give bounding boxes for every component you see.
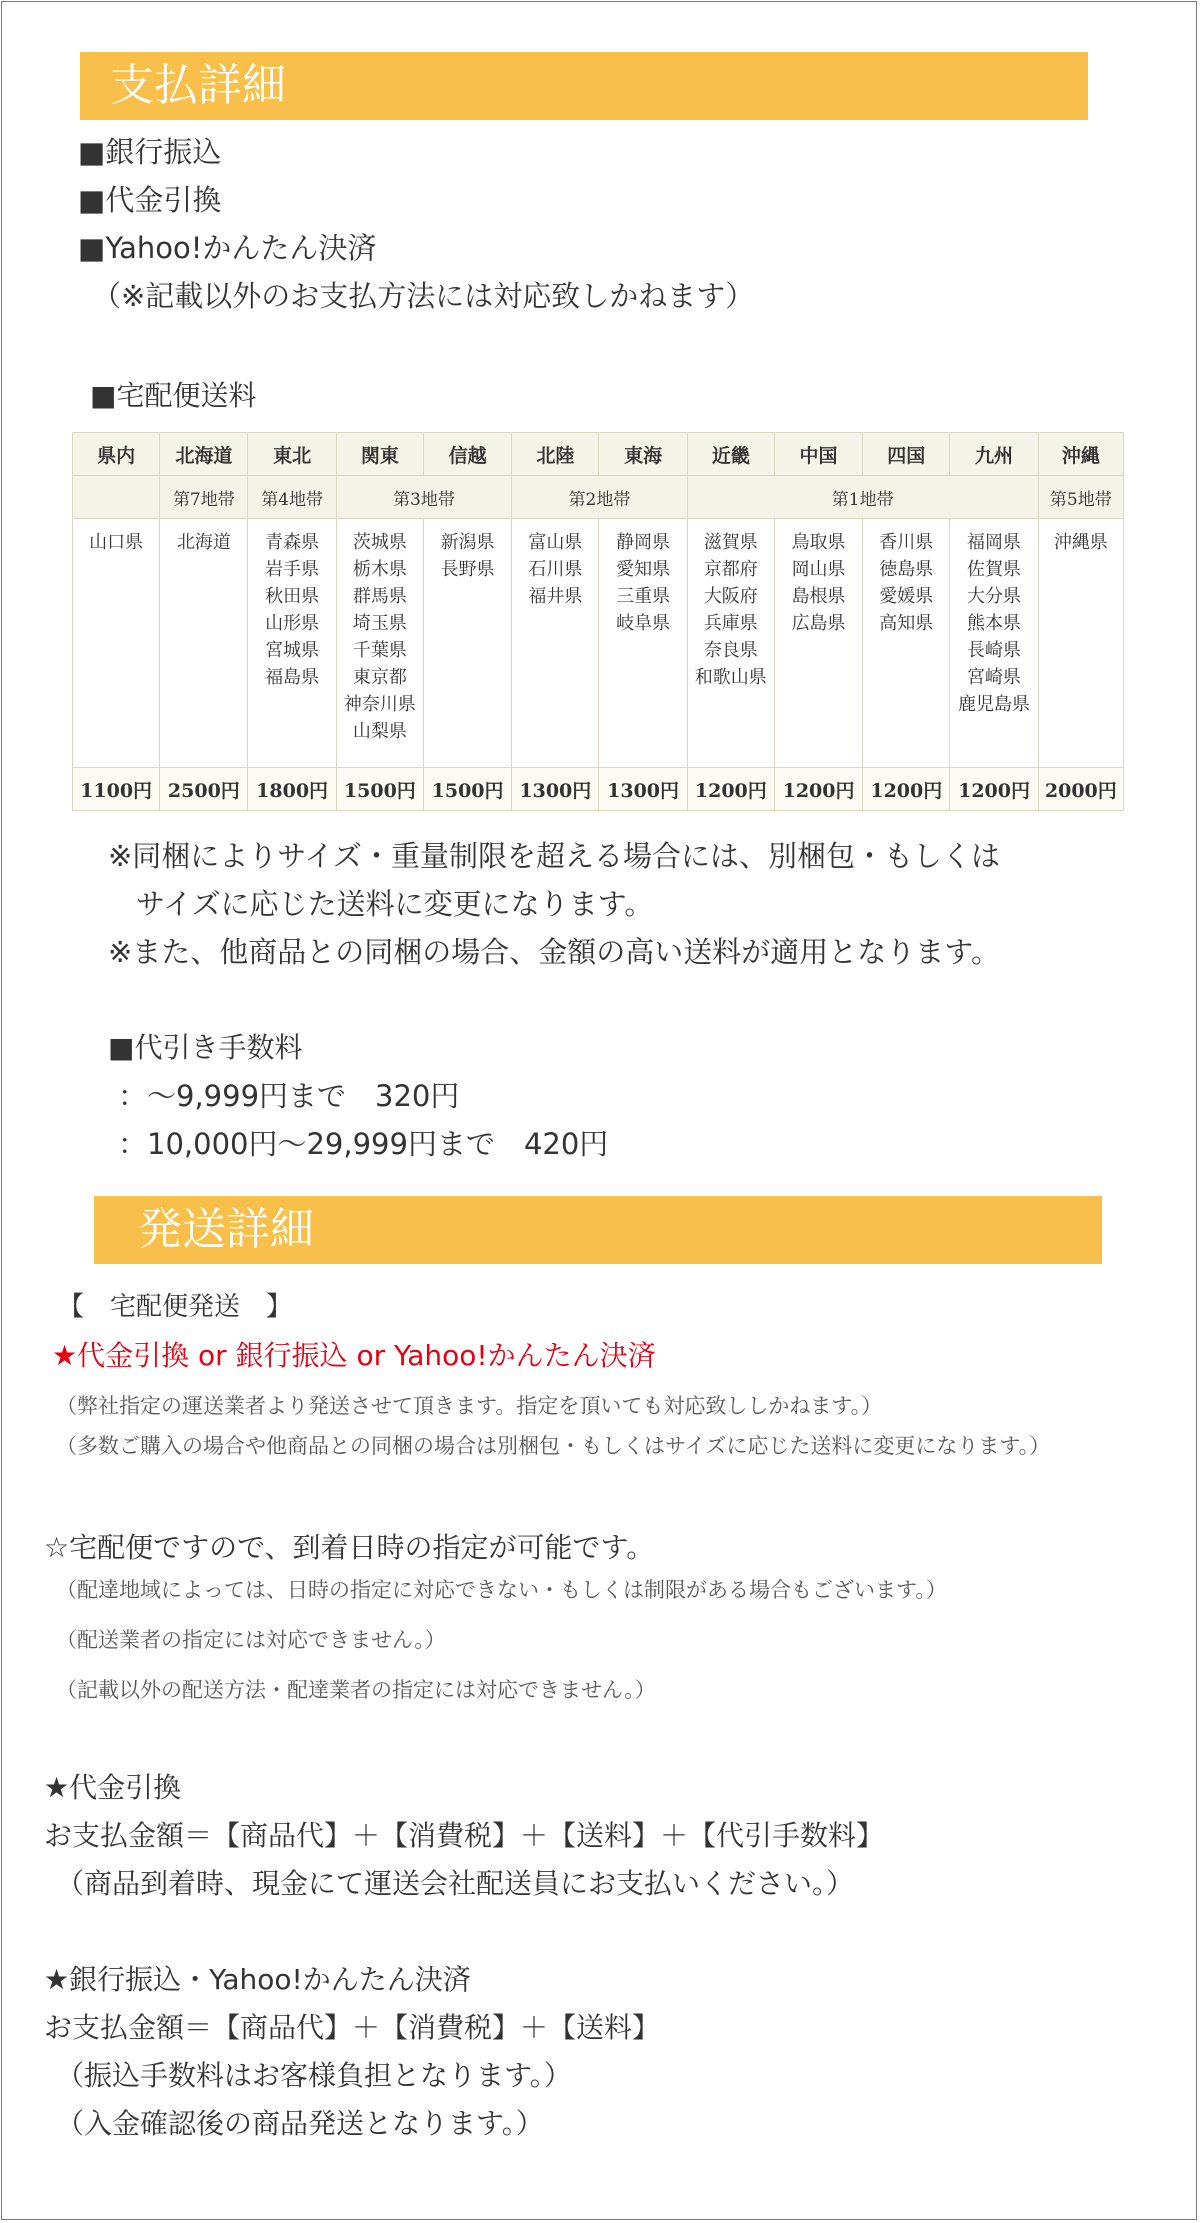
region-header-cell: 中国: [774, 433, 862, 476]
payment-heading: 支払詳細: [110, 60, 286, 111]
prefecture-name: 富山県: [528, 532, 583, 553]
prefecture-name: 神奈川県: [343, 694, 416, 715]
prefecture-name: 山形県: [265, 613, 320, 634]
prefecture-name: 兵庫県: [703, 613, 758, 634]
prefecture-name: 静岡県: [616, 532, 671, 553]
zone-cell: 第4地帯: [248, 476, 336, 519]
region-header-cell: 北陸: [512, 433, 599, 476]
zone-cell: 第7地帯: [160, 476, 248, 519]
shipping-note-3: ※また、他商品との同梱の場合、金額の高い送料が適用となります。: [108, 935, 1000, 969]
prefecture-name: 京都府: [703, 559, 758, 580]
payment-method-cod: ■代金引換: [78, 183, 222, 217]
delivery-heading: 発送詳細: [138, 1204, 314, 1255]
prefecture-cell: [863, 519, 950, 768]
price-cell: 2000円: [1038, 768, 1123, 811]
cod-fee-heading: ■代引き手数料: [108, 1031, 303, 1064]
prefecture-name: 北海道: [176, 532, 231, 553]
prefecture-cell: [248, 519, 336, 768]
payment-method-yahoo: ■Yahoo!かんたん決済: [78, 231, 377, 265]
prefecture-name: 島根県: [791, 586, 846, 607]
prefecture-name: 茨城県: [352, 532, 407, 553]
prefecture-name: 和歌山県: [694, 667, 767, 688]
price-cell: 1800円: [248, 768, 336, 811]
price-cell: 1200円: [950, 768, 1038, 811]
prefecture-name: 福岡県: [967, 532, 1022, 553]
bank-title: ★銀行振込・Yahoo!かんたん決済: [44, 1963, 471, 1996]
prefecture-name: 香川県: [879, 532, 934, 553]
prefecture-name: 福島県: [265, 667, 320, 688]
prefecture-name: 佐賀県: [967, 559, 1022, 580]
prefecture-name: 三重県: [616, 586, 671, 607]
prefecture-name: 大阪府: [703, 586, 758, 607]
prefecture-name: 群馬県: [352, 586, 407, 607]
datetime-note-3: （記載以外の配送方法・配達業者の指定には対応できません。）: [56, 1678, 656, 1702]
price-cell: 2500円: [160, 768, 248, 811]
prefecture-name: 滋賀県: [703, 532, 758, 553]
datetime-note-1: （配達地域によっては、日時の指定に対応できない・もしくは制限がある場合もございます。）: [56, 1578, 947, 1602]
delivery-note-2: （多数ご購入の場合や他商品との同梱の場合は別梱包・もしくはサイズに応じた送料に変更になります。）: [56, 1434, 1051, 1458]
prefecture-name: 熊本県: [967, 613, 1022, 634]
prefecture-cell: [687, 519, 774, 768]
shipping-note-1: ※同梱によりサイズ・重量制限を超える場合には、別梱包・もしくは: [108, 839, 1000, 873]
delivery-heading-banner: [94, 1196, 1102, 1264]
prefecture-name: 岐阜県: [616, 613, 671, 634]
zone-cell: [73, 476, 160, 519]
zone-cell: 第2地帯: [512, 476, 687, 519]
delivery-note-1: （弊社指定の運送業者より発送させて頂きます。指定を頂いても対応致ししかねます。）: [56, 1394, 883, 1418]
prefecture-name: 愛知県: [616, 559, 671, 580]
prefecture-cell: [336, 519, 423, 768]
prefecture-name: 鹿児島県: [958, 694, 1031, 715]
prefecture-cell: [950, 519, 1038, 768]
region-header-cell: 近畿: [687, 433, 774, 476]
region-header-cell: 東海: [599, 433, 687, 476]
price-cell: 1500円: [336, 768, 423, 811]
cod-fee-row-1: ：～9,999円まで 320円: [118, 1079, 460, 1113]
region-header-cell: 関東: [336, 433, 423, 476]
zone-cell: 第5地帯: [1038, 476, 1123, 519]
cod-title: ★代金引換: [44, 1771, 182, 1804]
zone-row: [73, 476, 1124, 519]
prefecture-name: 青森県: [265, 532, 320, 553]
price-cell: 1200円: [863, 768, 950, 811]
bank-note-1: （振込手数料はお客様負担となります。）: [56, 2059, 572, 2092]
prefecture-name: 奈良県: [703, 640, 758, 661]
delivery-method-label: 【 宅配便発送 】: [58, 1292, 293, 1322]
cod-note: （商品到着時、現金にて運送会社配送員にお支払いください。）: [56, 1867, 855, 1900]
prefecture-name: 山梨県: [352, 721, 407, 742]
cod-formula: お支払金額＝【商品代】＋【消費税】＋【送料】＋【代引手数料】: [44, 1819, 885, 1852]
prefecture-cell: [512, 519, 599, 768]
prefecture-cell: [599, 519, 687, 768]
shipping-fee-table: [72, 432, 1124, 811]
region-header-row: [73, 433, 1124, 476]
prefecture-name: 沖縄県: [1053, 532, 1108, 553]
prefecture-name: 鳥取県: [791, 532, 846, 553]
price-cell: 1200円: [774, 768, 862, 811]
prefecture-row: [73, 519, 1124, 768]
shipping-fee-heading: ■宅配便送料: [90, 379, 257, 412]
datetime-note-2: （配送業者の指定には対応できません。）: [56, 1628, 446, 1652]
region-header-cell: 四国: [863, 433, 950, 476]
prefecture-name: 長野県: [440, 559, 495, 580]
prefecture-name: 岩手県: [265, 559, 320, 580]
region-header-cell: 東北: [248, 433, 336, 476]
prefecture-name: 石川県: [528, 559, 583, 580]
prefecture-cell: [1038, 519, 1123, 768]
prefecture-cell: [774, 519, 862, 768]
prefecture-name: 愛媛県: [879, 586, 934, 607]
price-row: [73, 768, 1124, 811]
prefecture-name: 高知県: [879, 613, 934, 634]
region-header-cell: 沖縄: [1038, 433, 1123, 476]
price-cell: 1500円: [423, 768, 511, 811]
price-cell: 1300円: [512, 768, 599, 811]
region-header-cell: 九州: [950, 433, 1038, 476]
prefecture-name: 徳島県: [879, 559, 934, 580]
delivery-payment-line: ★代金引換 or 銀行振込 or Yahoo!かんたん決済: [52, 1339, 656, 1372]
payment-heading-banner: [80, 52, 1088, 120]
price-cell: 1300円: [599, 768, 687, 811]
prefecture-name: 新潟県: [440, 532, 495, 553]
prefecture-name: 千葉県: [352, 640, 407, 661]
zone-cell: 第1地帯: [687, 476, 1038, 519]
prefecture-name: 広島県: [791, 613, 846, 634]
prefecture-name: 宮崎県: [967, 667, 1022, 688]
cod-fee-row-2: ：10,000円～29,999円まで 420円: [118, 1127, 609, 1161]
payment-method-bank: ■銀行振込: [78, 135, 222, 169]
region-header-cell: 信越: [423, 433, 511, 476]
prefecture-name: 宮城県: [265, 640, 320, 661]
datetime-title: ☆宅配便ですので、到着日時の指定が可能です。: [44, 1531, 655, 1564]
prefecture-name: 秋田県: [265, 586, 320, 607]
bank-note-2: （入金確認後の商品発送となります。）: [56, 2107, 544, 2140]
bank-formula: お支払金額＝【商品代】＋【消費税】＋【送料】: [44, 2011, 661, 2044]
prefecture-cell: [160, 519, 248, 768]
payment-note: （※記載以外のお支払方法には対応致しかねます）: [92, 279, 755, 313]
prefecture-name: 長崎県: [967, 640, 1022, 661]
price-cell: 1100円: [73, 768, 160, 811]
shipping-note-2: サイズに応じた送料に変更になります。: [136, 887, 654, 921]
zone-cell: 第3地帯: [336, 476, 511, 519]
price-cell: 1200円: [687, 768, 774, 811]
prefecture-name: 福井県: [528, 586, 583, 607]
region-header-cell: 北海道: [160, 433, 248, 476]
prefecture-name: 岡山県: [791, 559, 846, 580]
prefecture-cell: [423, 519, 511, 768]
prefecture-name: 大分県: [967, 586, 1022, 607]
prefecture-name: 埼玉県: [352, 613, 407, 634]
prefecture-name: 東京都: [352, 667, 407, 688]
prefecture-name: 山口県: [89, 532, 144, 553]
region-header-cell: 県内: [73, 433, 160, 476]
prefecture-name: 栃木県: [352, 559, 407, 580]
prefecture-cell: [73, 519, 160, 768]
